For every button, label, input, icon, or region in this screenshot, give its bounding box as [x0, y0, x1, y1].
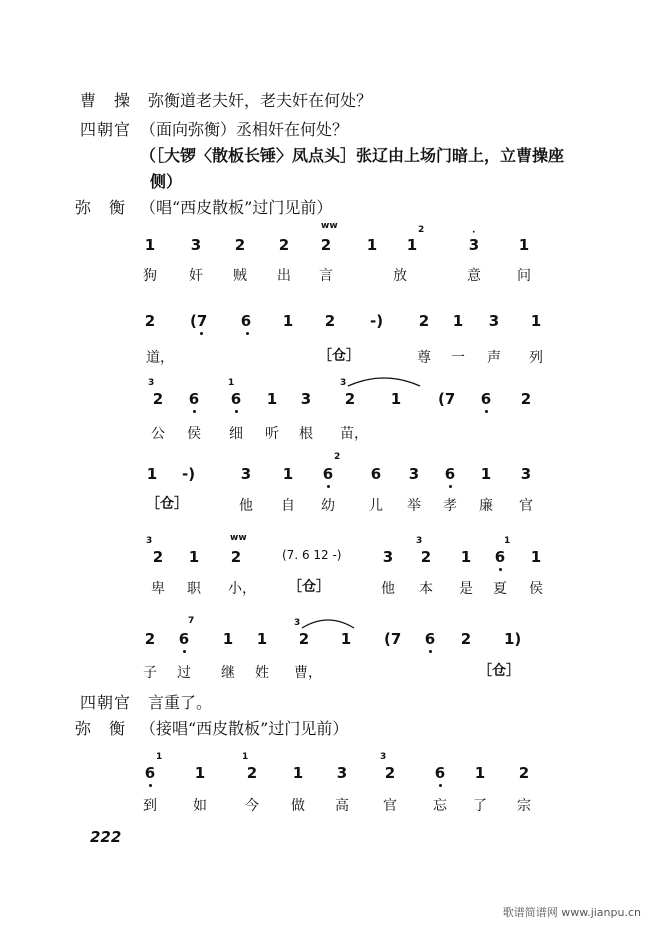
- lyric: 贼: [233, 268, 247, 284]
- lyric: 官: [383, 798, 397, 814]
- ornament-mark: ww: [230, 533, 247, 543]
- note: 2: [324, 312, 336, 330]
- note: 3: [190, 236, 202, 254]
- grace-note: 3: [146, 536, 153, 546]
- grace-note: 1: [242, 752, 249, 762]
- note: 1: [282, 465, 294, 483]
- note: 1: [256, 630, 268, 648]
- note: 2: [230, 548, 242, 566]
- note: -): [370, 312, 384, 330]
- note: (7: [384, 630, 402, 648]
- dot-below: [439, 784, 442, 787]
- lyric: 侯: [529, 581, 543, 597]
- note: 6: [144, 764, 156, 782]
- lyric: 廉: [479, 498, 493, 514]
- dot-below: [193, 410, 196, 413]
- grace-note: 1: [156, 752, 163, 762]
- lyric: 夏: [493, 581, 507, 597]
- note: 3: [240, 465, 252, 483]
- lyric: 尊: [417, 350, 431, 366]
- note: 2: [144, 630, 156, 648]
- speaker-label: 四朝官: [80, 693, 132, 712]
- lyric: 曹，: [294, 665, 322, 681]
- grace-note: 1: [504, 536, 511, 546]
- stage-direction: 侧）: [150, 172, 183, 191]
- note: 1: [366, 236, 378, 254]
- lyric: 侯: [187, 426, 201, 442]
- stage-direction: （［大锣〈散板长锤〉凤点头］张辽由上场门暗上，立曹操座: [140, 146, 565, 165]
- note: 1: [146, 465, 158, 483]
- note: 1: [460, 548, 472, 566]
- note: 2: [418, 312, 430, 330]
- dot-below: [246, 332, 249, 335]
- lyric: 到: [143, 798, 157, 814]
- note: 1: [480, 465, 492, 483]
- note: 1: [266, 390, 278, 408]
- note: 2: [320, 236, 332, 254]
- lyric: 小，: [228, 581, 256, 597]
- lyric: 一: [451, 350, 465, 366]
- note: (7: [438, 390, 456, 408]
- grace-note: 7: [188, 616, 195, 626]
- note: 1): [504, 630, 522, 648]
- lyric: 官: [519, 498, 533, 514]
- dialogue-text: 弥衡道老夫奸，老夫奸在何处？: [148, 91, 373, 110]
- lyric: 细: [229, 426, 243, 442]
- speaker-label: 弥 衡: [75, 198, 127, 217]
- note: 1: [282, 312, 294, 330]
- note: 2: [460, 630, 472, 648]
- note: 1: [222, 630, 234, 648]
- note: 1: [340, 630, 352, 648]
- lyric: 言: [319, 268, 333, 284]
- dialogue-text: （面向弥衡）丞相奸在何处？: [140, 120, 349, 139]
- note: 2: [278, 236, 290, 254]
- lyric: 忘: [433, 798, 447, 814]
- speaker-label: 曹 操: [80, 91, 132, 110]
- note: 3: [520, 465, 532, 483]
- lyric: 听: [265, 426, 279, 442]
- percussion-cue: ［仓］: [146, 496, 188, 512]
- watermark: 歌谱简谱网 www.jianpu.cn: [502, 906, 641, 919]
- dot-below: [449, 485, 452, 488]
- lyric: 他: [381, 581, 395, 597]
- grace-note: 2: [334, 452, 341, 462]
- note: 2: [420, 548, 432, 566]
- grace-note: 3: [416, 536, 423, 546]
- note: 3: [300, 390, 312, 408]
- note: 1: [144, 236, 156, 254]
- dot-below: [485, 410, 488, 413]
- lyric: 问: [517, 268, 531, 284]
- lyric: 出: [277, 268, 291, 284]
- dot-below: [429, 650, 432, 653]
- dot-below: [499, 568, 502, 571]
- grace-note: 1: [228, 378, 235, 388]
- note: 1: [292, 764, 304, 782]
- dialogue-text: 言重了。: [148, 693, 213, 712]
- speaker-label: 四朝官: [80, 120, 132, 139]
- note: 1: [390, 390, 402, 408]
- note: 6: [240, 312, 252, 330]
- lyric: 公: [151, 426, 165, 442]
- note: 1: [188, 548, 200, 566]
- note: 3: [408, 465, 420, 483]
- note: 1: [452, 312, 464, 330]
- lyric: 他: [239, 498, 253, 514]
- lyric: 今: [245, 798, 259, 814]
- note: -): [182, 465, 196, 483]
- lyric: 放: [393, 268, 407, 284]
- lyric: 继: [221, 665, 235, 681]
- lyric: 过: [177, 665, 191, 681]
- dot-below: [235, 410, 238, 413]
- percussion-cue: ［仓］: [318, 348, 360, 364]
- note: 3: [336, 764, 348, 782]
- dot-below: [149, 784, 152, 787]
- note: 6: [444, 465, 456, 483]
- dot-below: [183, 650, 186, 653]
- lyric: 意: [467, 268, 481, 284]
- grace-note: 3: [380, 752, 387, 762]
- note: 1: [474, 764, 486, 782]
- lyric: 声: [487, 350, 501, 366]
- note: (7: [190, 312, 208, 330]
- note: 2: [384, 764, 396, 782]
- lyric: 根: [299, 426, 313, 442]
- note: 2: [344, 390, 356, 408]
- note: 3: [382, 548, 394, 566]
- lyric: 狗: [143, 268, 157, 284]
- grace-note: 3: [340, 378, 347, 388]
- note: 1: [530, 312, 542, 330]
- grace-note: 3: [294, 618, 301, 628]
- dialogue-text: （唱“西皮散板”过门见前）: [140, 198, 333, 217]
- slur-arc: [346, 372, 422, 388]
- note: 6: [230, 390, 242, 408]
- lyric: 子: [143, 665, 157, 681]
- grace-note: 2: [418, 225, 425, 235]
- grace-note: 3: [148, 378, 155, 388]
- lyric: 如: [193, 798, 207, 814]
- lyric: 列: [529, 350, 543, 366]
- note: 1: [530, 548, 542, 566]
- dot-below: [327, 485, 330, 488]
- note: 2: [144, 312, 156, 330]
- dot-above: ·: [472, 228, 476, 238]
- dialogue-text: （接唱“西皮散板”过门见前）: [140, 719, 349, 738]
- lyric: 自: [281, 498, 295, 514]
- lyric: 卑: [151, 581, 165, 597]
- note: 2: [152, 548, 164, 566]
- page-number: 222: [90, 828, 122, 846]
- lyric: 奸: [189, 268, 203, 284]
- lyric: 姓: [255, 665, 269, 681]
- lyric: 孝: [443, 498, 457, 514]
- note: 6: [424, 630, 436, 648]
- slur-arc: [300, 614, 356, 630]
- note: 1: [194, 764, 206, 782]
- note: 2: [518, 764, 530, 782]
- note: 6: [188, 390, 200, 408]
- note: 6: [494, 548, 506, 566]
- note: 3: [488, 312, 500, 330]
- lyric: 本: [419, 581, 433, 597]
- note: 6: [178, 630, 190, 648]
- note: 1: [406, 236, 418, 254]
- lyric: 苗，: [340, 426, 368, 442]
- note: 6: [480, 390, 492, 408]
- note: 2: [520, 390, 532, 408]
- speaker-label: 弥 衡: [75, 719, 127, 738]
- lyric: 高: [335, 798, 349, 814]
- lyric: 宗: [517, 798, 531, 814]
- note: 1: [518, 236, 530, 254]
- note: 6: [322, 465, 334, 483]
- lyric: 是: [459, 581, 473, 597]
- note: 2: [152, 390, 164, 408]
- lyric: 了: [473, 798, 487, 814]
- note: 2: [298, 630, 310, 648]
- note: 2: [246, 764, 258, 782]
- lyric: 儿: [369, 498, 383, 514]
- percussion-cue: ［仓］: [478, 663, 520, 679]
- percussion-cue: ［仓］: [288, 579, 330, 595]
- note: (7. 6 12 -): [282, 548, 342, 562]
- lyric: 幼: [321, 498, 335, 514]
- lyric: 做: [291, 798, 305, 814]
- note: 6: [370, 465, 382, 483]
- note: 2: [234, 236, 246, 254]
- dot-below: [200, 332, 203, 335]
- lyric: 举: [407, 498, 421, 514]
- note: 3: [468, 236, 480, 254]
- note: 6: [434, 764, 446, 782]
- lyric: 职: [187, 581, 201, 597]
- lyric: 道，: [146, 350, 174, 366]
- ornament-mark: ww: [321, 221, 338, 231]
